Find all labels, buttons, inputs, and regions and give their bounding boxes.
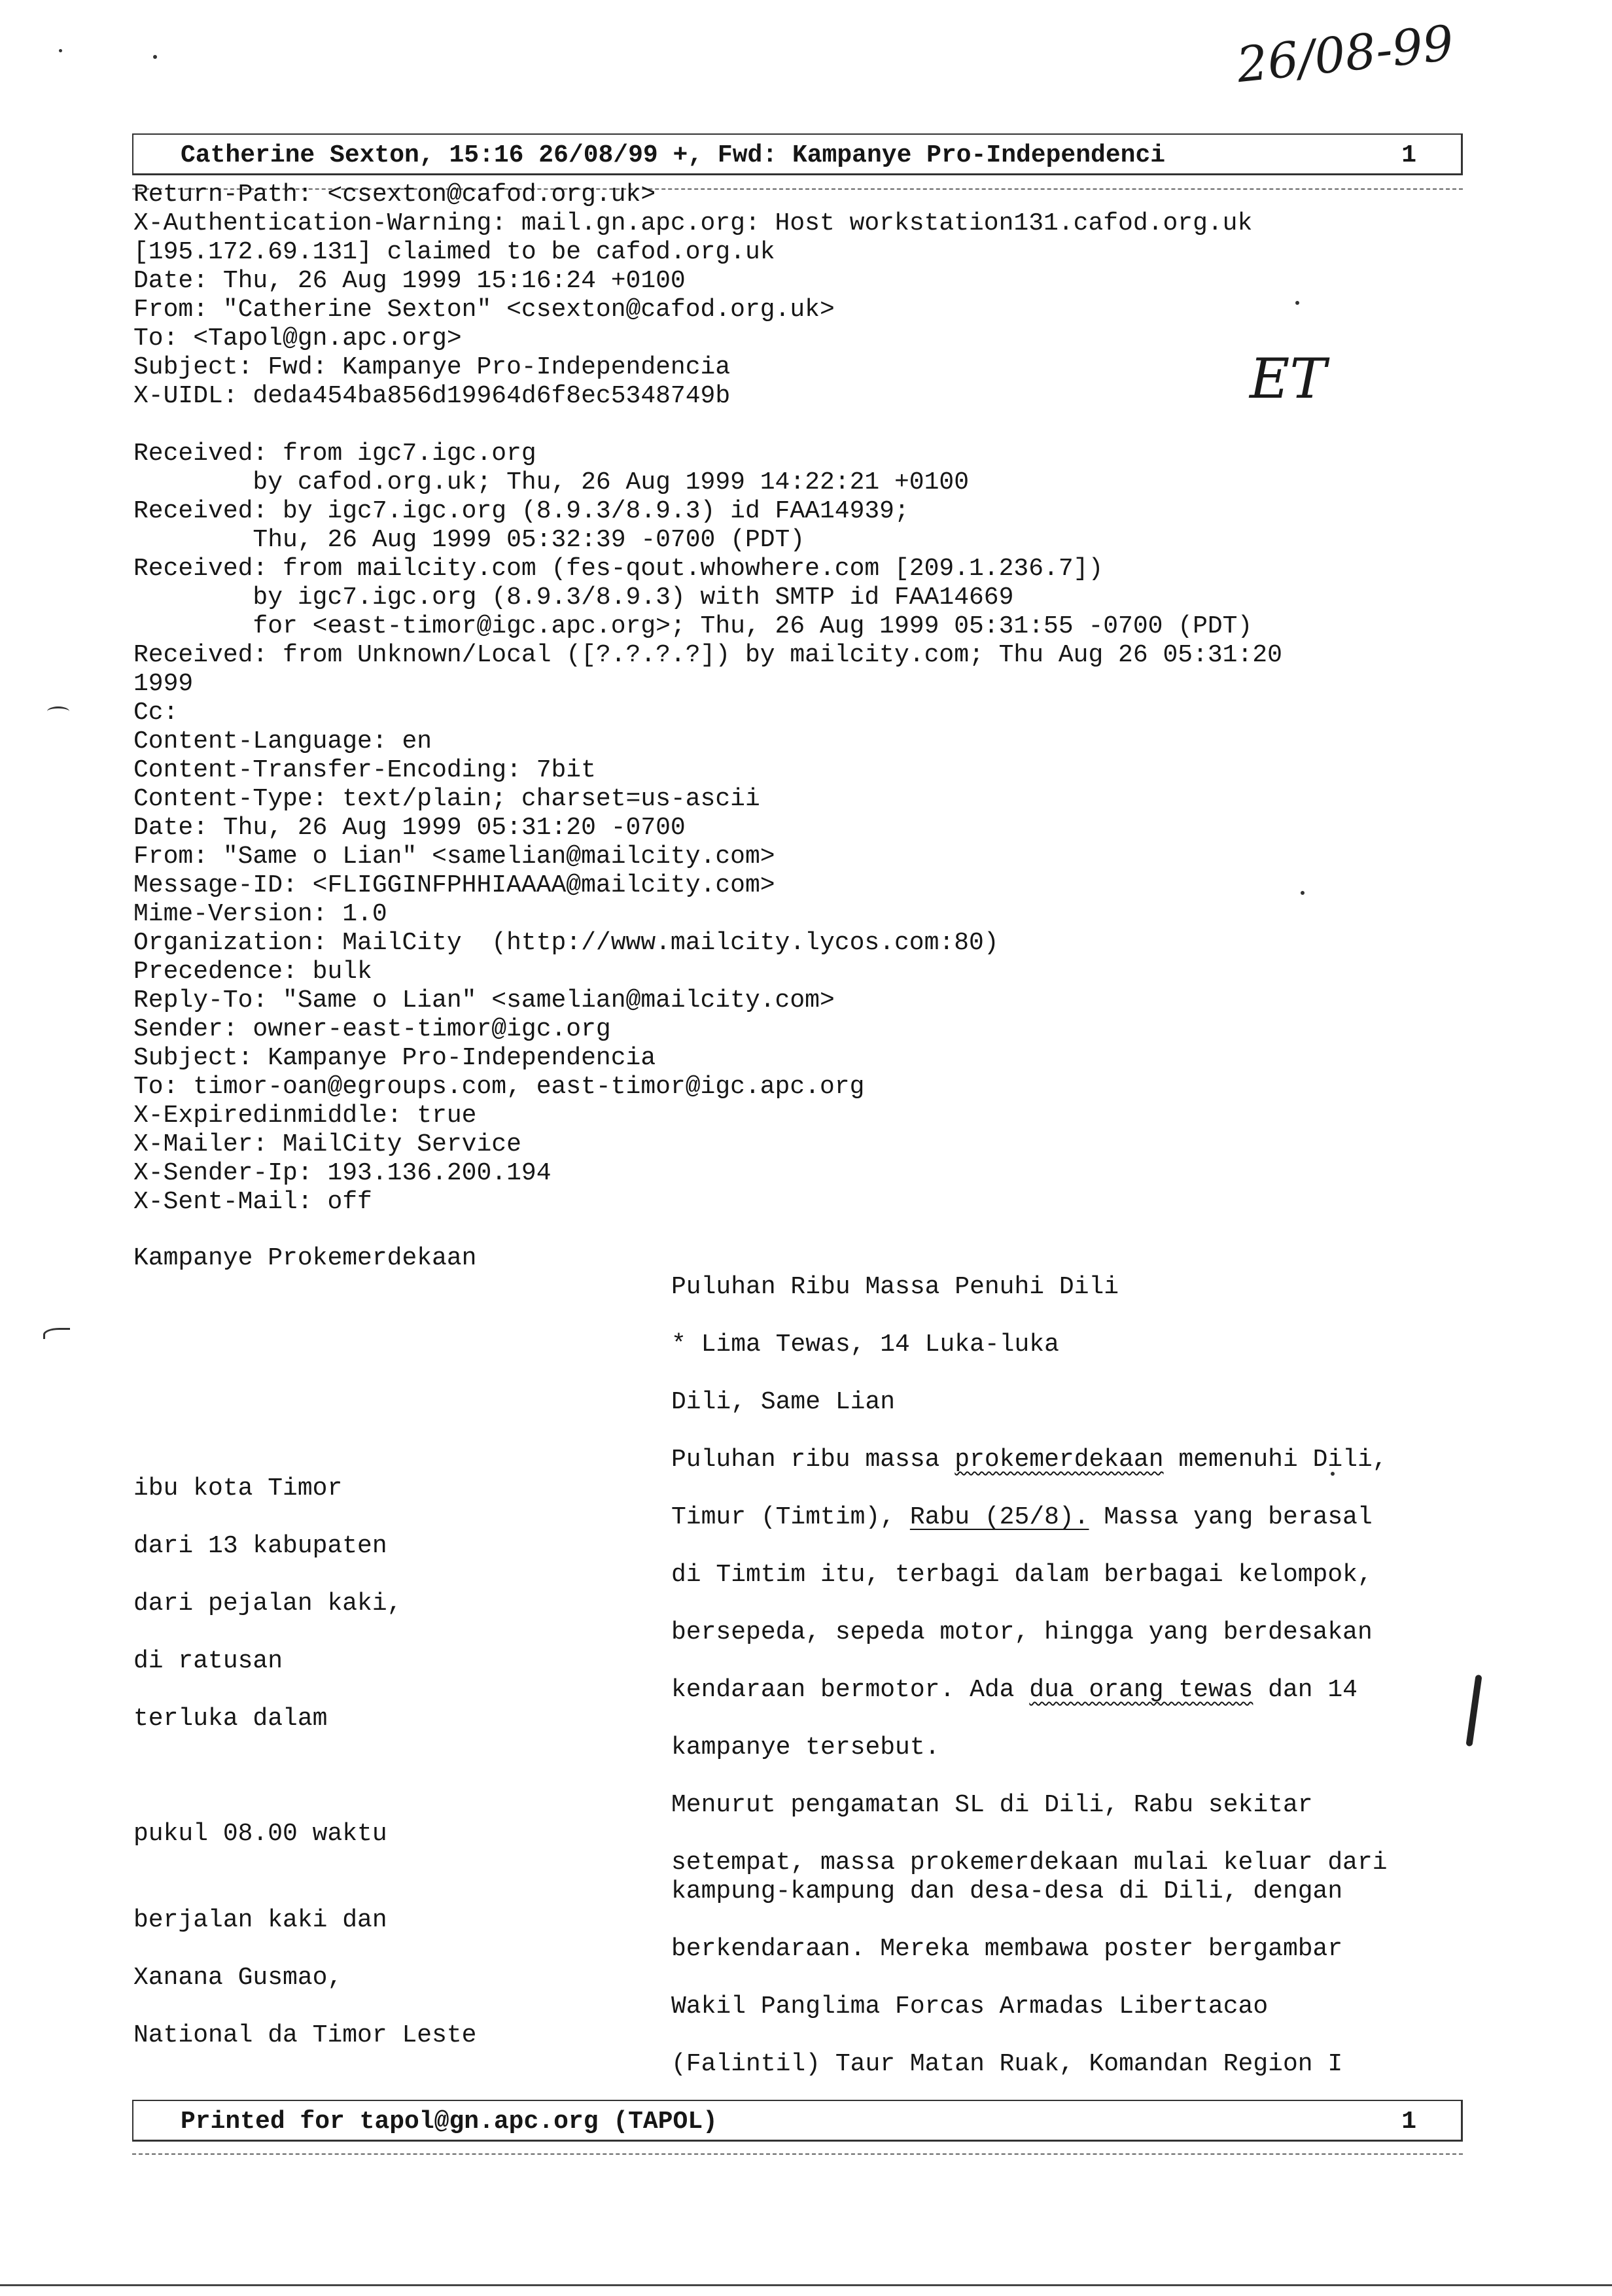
left-fragment: dari pejalan kaki,: [133, 1590, 402, 1618]
email-header-line: Reply-To: "Same o Lian" <samelian@mailcity.com>: [133, 986, 835, 1015]
paragraph-2-line: kampung-kampung dan desa-desa di Dili, dengan: [671, 1877, 1343, 1905]
email-header-line: Content-Type: text/plain; charset=us-ascii: [133, 785, 760, 813]
paragraph-1-line: di Timtim itu, terbagi dalam berbagai kelompok,: [671, 1561, 1373, 1589]
left-fragment: pukul 08.00 waktu: [133, 1820, 387, 1848]
left-fragment: di ratusan: [133, 1647, 283, 1675]
handwritten-margin-code: ET: [1250, 347, 1327, 411]
paragraph-1-line: kendaraan bermotor. Ada dua orang tewas dan 14: [671, 1676, 1358, 1704]
email-header-line: Received: by igc7.igc.org (8.9.3/8.9.3) id FAA14939;: [133, 497, 909, 525]
email-header-line: From: "Catherine Sexton" <csexton@cafod.org.uk>: [133, 296, 835, 324]
article-dateline: Dili, Same Lian: [671, 1388, 896, 1416]
email-header-line: Received: from Unknown/Local ([?.?.?.?]) by mailcity.com; Thu Aug 26 05:31:20: [133, 641, 1282, 669]
print-footer-page-number: 1: [1401, 2108, 1416, 2136]
email-header-line: Thu, 26 Aug 1999 05:32:39 -0700 (PDT): [133, 526, 805, 554]
left-fragment: Xanana Gusmao,: [133, 1964, 343, 1992]
left-fragment: ibu kota Timor: [133, 1474, 343, 1503]
footer-underline: [132, 2153, 1463, 2155]
email-header-line: Received: from igc7.igc.org: [133, 440, 536, 468]
email-header-line: [195.172.69.131] claimed to be cafod.org.uk: [133, 238, 775, 266]
paragraph-2-line: berkendaraan. Mereka membawa poster bergambar: [671, 1935, 1343, 1963]
email-header-line: X-Expiredinmiddle: true: [133, 1102, 477, 1130]
email-header-line: To: <Tapol@gn.apc.org>: [133, 324, 462, 353]
margin-tick-2: [43, 1328, 70, 1339]
page-bottom-edge: [0, 2284, 1612, 2286]
paragraph-2-line: Wakil Panglima Forcas Armadas Libertacao: [671, 1992, 1269, 2021]
email-header-line: Mime-Version: 1.0: [133, 900, 387, 928]
section-title: Kampanye Prokemerdekaan: [133, 1244, 477, 1272]
email-header-line: Precedence: bulk: [133, 958, 372, 986]
left-fragment: dari 13 kabupaten: [133, 1532, 387, 1560]
margin-mark-top-dot: [59, 49, 62, 52]
email-header-line: Subject: Fwd: Kampanye Pro-Independencia: [133, 353, 731, 381]
email-header-line: Content-Transfer-Encoding: 7bit: [133, 756, 596, 784]
email-header-line: X-UIDL: deda454ba856d19964d6f8ec5348749b: [133, 382, 731, 410]
paragraph-1-line: kampanye tersebut.: [671, 1733, 940, 1762]
email-header-line: 1999: [133, 670, 194, 698]
print-header-title: Catherine Sexton, 15:16 26/08/99 +, Fwd: Kampanye Pro-Independenci: [181, 141, 1166, 169]
email-header-line: Date: Thu, 26 Aug 1999 15:16:24 +0100: [133, 267, 686, 295]
stray-dot-1: [1295, 301, 1299, 305]
email-header-line: by igc7.igc.org (8.9.3/8.9.3) with SMTP id FAA14669: [133, 583, 1014, 612]
email-header-line: [133, 411, 1282, 440]
handwritten-margin-stroke: [1465, 1675, 1482, 1747]
email-header-line: To: timor-oan@egroups.com, east-timor@igc.apc.org: [133, 1073, 865, 1101]
email-header-line: Date: Thu, 26 Aug 1999 05:31:20 -0700: [133, 814, 686, 842]
email-header-line: X-Sender-Ip: 193.136.200.194: [133, 1159, 552, 1187]
underlined-phrase: dua orang tewas: [1029, 1676, 1253, 1704]
email-header-line: Return-Path: <csexton@cafod.org.uk>: [133, 181, 656, 209]
paragraph-1-line: Timur (Timtim), Rabu (25/8). Massa yang berasal: [671, 1503, 1373, 1531]
email-header-line: Cc:: [133, 699, 179, 727]
print-header-page-number: 1: [1401, 141, 1416, 169]
print-header: [132, 133, 1463, 175]
underlined-phrase: Rabu (25/8).: [909, 1503, 1089, 1531]
email-header-line: for <east-timor@igc.apc.org>; Thu, 26 Aug 1999 05:31:55 -0700 (PDT): [133, 612, 1253, 640]
article-subhead: * Lima Tewas, 14 Luka-luka: [671, 1331, 1059, 1359]
email-header-line: Subject: Kampanye Pro-Independencia: [133, 1044, 656, 1072]
email-header-line: From: "Same o Lian" <samelian@mailcity.com>: [133, 843, 775, 871]
email-header-line: X-Authentication-Warning: mail.gn.apc.org: Host workstation131.cafod.org.uk: [133, 209, 1253, 237]
email-header-line: X-Sent-Mail: off: [133, 1188, 372, 1216]
margin-mark-top-dot-2: [153, 55, 157, 59]
email-header-line: Content-Language: en: [133, 727, 432, 756]
handwritten-date-stamp: 26/08-99: [1234, 14, 1457, 94]
email-header-line: X-Mailer: MailCity Service: [133, 1130, 521, 1158]
stray-dot-2: [1301, 891, 1305, 895]
margin-tick-1: [47, 706, 69, 716]
email-header-line: Message-ID: <FLIGGINFPHHIAAAA@mailcity.com>: [133, 871, 775, 899]
email-header-line: Organization: MailCity (http://www.mailcity.lycos.com:80): [133, 929, 999, 957]
article-headline: Puluhan Ribu Massa Penuhi Dili: [671, 1273, 1119, 1301]
left-fragment: National da Timor Leste: [133, 2021, 477, 2049]
paragraph-2-line: Menurut pengamatan SL di Dili, Rabu sekitar: [671, 1791, 1313, 1819]
left-fragment: berjalan kaki dan: [133, 1906, 387, 1934]
email-header-line: by cafod.org.uk; Thu, 26 Aug 1999 14:22:21 +0100: [133, 468, 970, 496]
print-footer: [132, 2100, 1463, 2142]
paragraph-2-line: setempat, massa prokemerdekaan mulai keluar dari: [671, 1849, 1388, 1877]
print-footer-text: Printed for tapol@gn.apc.org (TAPOL): [181, 2108, 718, 2136]
paragraph-1-line: Puluhan ribu massa prokemerdekaan memenuhi Dili,: [671, 1446, 1388, 1474]
underlined-phrase: prokemerdekaan: [955, 1446, 1164, 1474]
email-header-line: Sender: owner-east-timor@igc.org: [133, 1015, 611, 1043]
email-header-line: Received: from mailcity.com (fes-qout.whowhere.com [209.1.236.7]): [133, 555, 1104, 583]
email-headers: [133, 181, 1282, 1217]
paragraph-2-line: (Falintil) Taur Matan Ruak, Komandan Region I: [671, 2050, 1343, 2078]
left-fragment: terluka dalam: [133, 1705, 328, 1733]
paragraph-1-line: bersepeda, sepeda motor, hingga yang berdesakan: [671, 1618, 1373, 1646]
